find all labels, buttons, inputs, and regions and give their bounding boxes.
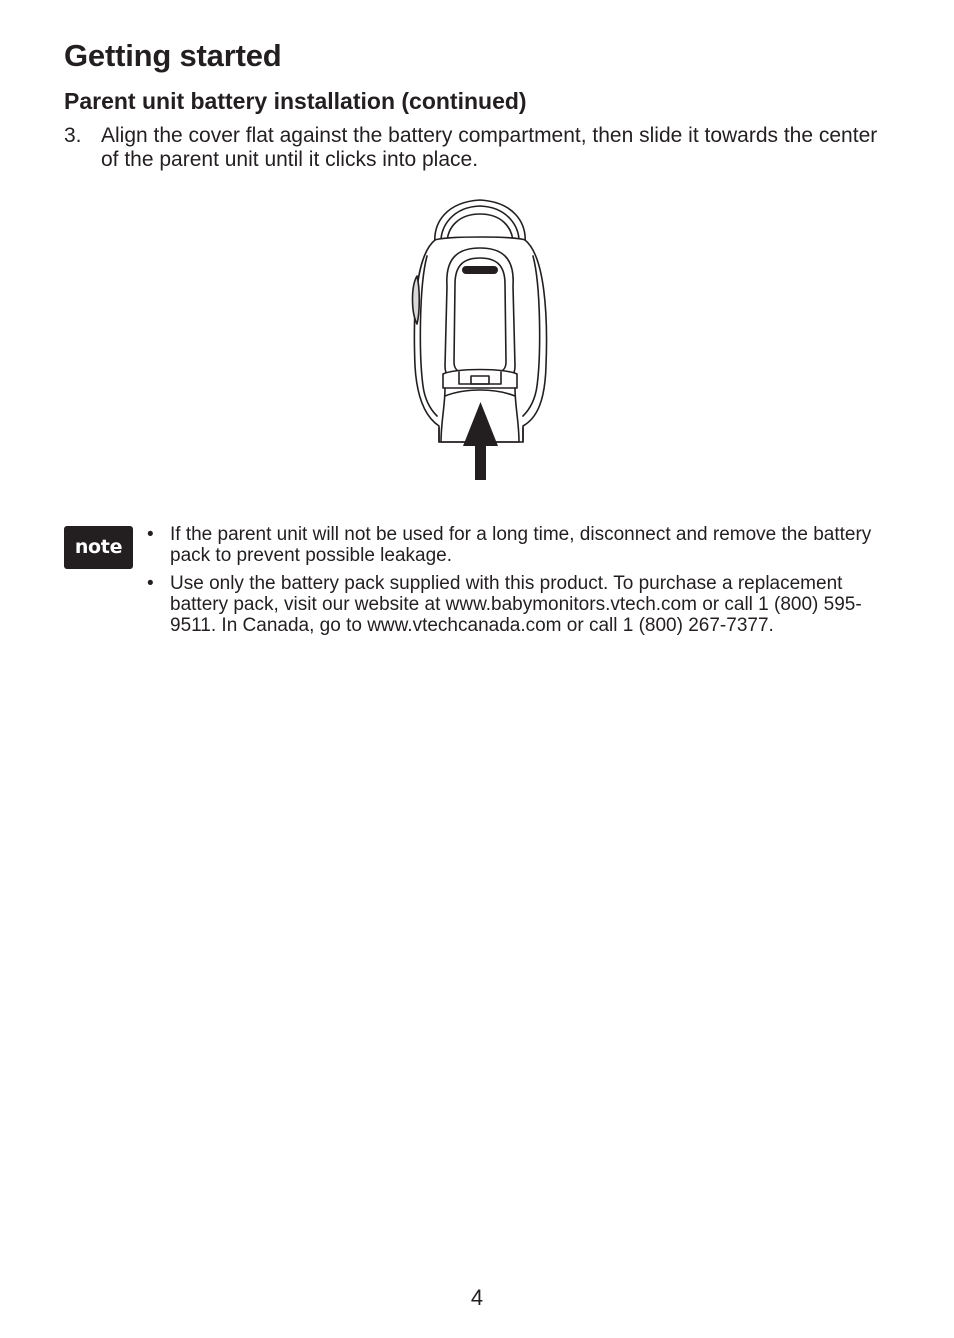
bullet-icon: • <box>147 524 154 545</box>
page-number: 4 <box>470 1285 484 1310</box>
note-item <box>147 524 887 566</box>
step-text: Align the cover flat against the battery compartment, then slide it towards the center of the parent unit until it clicks into place. <box>101 124 878 171</box>
bullet-icon: • <box>147 573 154 594</box>
note-item-text: If the parent unit will not be used for a long time, disconnect and remove the battery pack to prevent possible leakage. <box>170 524 872 566</box>
instruction-step <box>64 124 894 172</box>
section-heading: Parent unit battery installation (continued) <box>64 88 527 114</box>
note-badge: note <box>64 526 133 569</box>
page-title: Getting started <box>64 38 282 73</box>
side-button <box>413 276 420 324</box>
note-item-text: Use only the battery pack supplied with this product. To purchase a replacement battery pack, visit our website at www.babymonitors.vtech.com or call 1 (800) 595-9511. In Canada, go to www.vtechcanada.com or call 1 (800) 267-7377. <box>170 573 862 636</box>
note-item <box>147 573 887 636</box>
battery-label <box>462 266 498 274</box>
step-number: 3. <box>64 124 82 147</box>
note-list <box>147 524 887 643</box>
battery-cover <box>443 370 517 389</box>
parent-unit-illustration <box>405 196 555 486</box>
